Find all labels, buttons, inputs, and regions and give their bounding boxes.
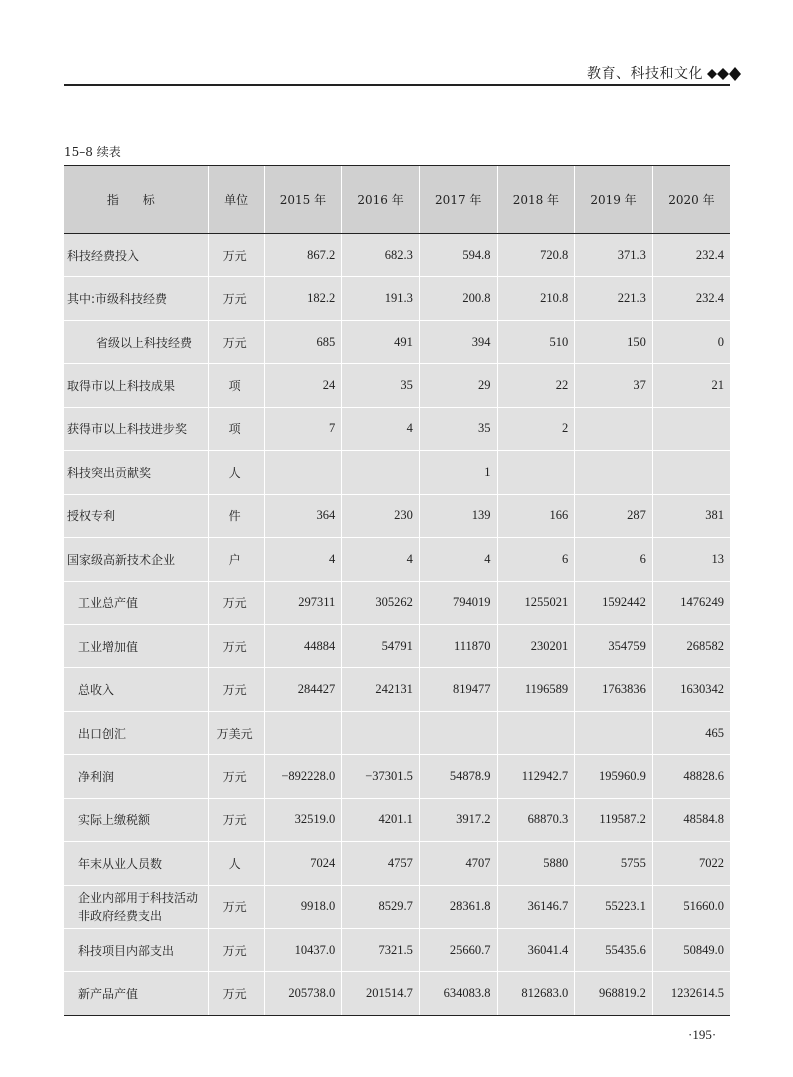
row-indicator-name: 新产品产值 — [64, 972, 208, 1015]
row-value-2020: 1232614.5 — [652, 972, 730, 1015]
row-value-2020: 48828.6 — [652, 755, 730, 798]
page-number: ·195· — [688, 1027, 717, 1042]
row-value-2016 — [342, 711, 420, 754]
table-row — [64, 451, 730, 494]
row-unit: 万元 — [208, 668, 264, 711]
row-indicator-name: 科技项目内部支出 — [64, 929, 208, 972]
row-value-2016: 4 — [342, 538, 420, 581]
header-unit: 单位 — [208, 166, 264, 234]
row-indicator-name: 省级以上科技经费 — [64, 320, 208, 363]
row-indicator-name: 实际上缴税额 — [64, 798, 208, 841]
row-value-2015: 4 — [264, 538, 342, 581]
row-value-2016: 201514.7 — [342, 972, 420, 1015]
table-row — [64, 842, 730, 885]
row-value-2020: 51660.0 — [652, 885, 730, 928]
table-row — [64, 364, 730, 407]
header-year-2017: 2017 年 — [419, 166, 497, 234]
row-value-2020 — [652, 407, 730, 450]
row-value-2019: 287 — [575, 494, 653, 537]
row-value-2017: 1 — [419, 451, 497, 494]
table-row — [64, 711, 730, 754]
row-value-2019: 6 — [575, 538, 653, 581]
row-value-2016: 8529.7 — [342, 885, 420, 928]
table-row — [64, 755, 730, 798]
row-indicator-name: 工业总产值 — [64, 581, 208, 624]
row-value-2018: 5880 — [497, 842, 575, 885]
row-unit: 人 — [208, 451, 264, 494]
row-value-2018: 812683.0 — [497, 972, 575, 1015]
row-value-2020: 1476249 — [652, 581, 730, 624]
row-value-2017: 139 — [419, 494, 497, 537]
row-value-2015: 284427 — [264, 668, 342, 711]
row-unit: 万元 — [208, 972, 264, 1015]
table-row — [64, 320, 730, 363]
row-value-2018: 2 — [497, 407, 575, 450]
row-value-2017: 25660.7 — [419, 929, 497, 972]
row-value-2017 — [419, 711, 497, 754]
row-value-2018: 6 — [497, 538, 575, 581]
row-value-2020: 268582 — [652, 624, 730, 667]
row-value-2017: 200.8 — [419, 277, 497, 320]
row-unit: 万元 — [208, 581, 264, 624]
row-value-2018: 720.8 — [497, 234, 575, 277]
row-unit: 万元 — [208, 885, 264, 928]
header-year-2019: 2019 年 — [575, 166, 653, 234]
row-value-2015: −892228.0 — [264, 755, 342, 798]
row-value-2018: 230201 — [497, 624, 575, 667]
row-value-2020: 50849.0 — [652, 929, 730, 972]
row-value-2016: 7321.5 — [342, 929, 420, 972]
row-value-2016 — [342, 451, 420, 494]
row-value-2015: 205738.0 — [264, 972, 342, 1015]
row-value-2016: 4 — [342, 407, 420, 450]
row-value-2018: 36041.4 — [497, 929, 575, 972]
statistics-table — [64, 165, 730, 1016]
row-indicator-name: 授权专利 — [64, 494, 208, 537]
row-value-2018: 36146.7 — [497, 885, 575, 928]
row-value-2019: 221.3 — [575, 277, 653, 320]
row-indicator-name: 其中:市级科技经费 — [64, 277, 208, 320]
table-row — [64, 929, 730, 972]
row-indicator-name: 出口创汇 — [64, 711, 208, 754]
row-unit: 万元 — [208, 320, 264, 363]
row-value-2016: 35 — [342, 364, 420, 407]
row-value-2017: 54878.9 — [419, 755, 497, 798]
row-value-2016: −37301.5 — [342, 755, 420, 798]
row-indicator-name: 总收入 — [64, 668, 208, 711]
row-value-2017: 4 — [419, 538, 497, 581]
row-unit: 万美元 — [208, 711, 264, 754]
row-unit: 项 — [208, 407, 264, 450]
header-year-2015: 2015 年 — [264, 166, 342, 234]
row-value-2016: 305262 — [342, 581, 420, 624]
row-value-2019 — [575, 451, 653, 494]
row-value-2019: 1763836 — [575, 668, 653, 711]
row-unit: 件 — [208, 494, 264, 537]
row-value-2019: 195960.9 — [575, 755, 653, 798]
row-value-2020: 1630342 — [652, 668, 730, 711]
row-value-2019: 1592442 — [575, 581, 653, 624]
row-indicator-name: 获得市以上科技进步奖 — [64, 407, 208, 450]
diamond-ornament-icon — [707, 67, 741, 81]
row-value-2019: 55223.1 — [575, 885, 653, 928]
row-indicator-name: 企业内部用于科技活动非政府经费支出 — [64, 885, 208, 928]
row-value-2019: 37 — [575, 364, 653, 407]
row-value-2020 — [652, 451, 730, 494]
row-value-2018: 510 — [497, 320, 575, 363]
row-value-2020: 21 — [652, 364, 730, 407]
row-indicator-name: 年末从业人员数 — [64, 842, 208, 885]
row-value-2016: 4757 — [342, 842, 420, 885]
header-year-2016: 2016 年 — [342, 166, 420, 234]
row-value-2017: 794019 — [419, 581, 497, 624]
row-value-2018: 210.8 — [497, 277, 575, 320]
row-value-2018: 68870.3 — [497, 798, 575, 841]
row-value-2019: 119587.2 — [575, 798, 653, 841]
row-indicator-name: 取得市以上科技成果 — [64, 364, 208, 407]
row-value-2015: 32519.0 — [264, 798, 342, 841]
row-indicator-name: 工业增加值 — [64, 624, 208, 667]
row-value-2020: 381 — [652, 494, 730, 537]
row-value-2020: 13 — [652, 538, 730, 581]
row-value-2019: 968819.2 — [575, 972, 653, 1015]
row-value-2015: 182.2 — [264, 277, 342, 320]
row-indicator-name: 科技突出贡献奖 — [64, 451, 208, 494]
row-value-2016: 242131 — [342, 668, 420, 711]
table-header-row — [64, 166, 730, 234]
row-value-2018: 1255021 — [497, 581, 575, 624]
table-row — [64, 538, 730, 581]
row-value-2019 — [575, 407, 653, 450]
row-unit: 万元 — [208, 929, 264, 972]
header-year-2018: 2018 年 — [497, 166, 575, 234]
row-value-2020: 7022 — [652, 842, 730, 885]
table-row — [64, 885, 730, 928]
row-value-2017: 28361.8 — [419, 885, 497, 928]
row-indicator-name: 净利润 — [64, 755, 208, 798]
row-value-2018: 166 — [497, 494, 575, 537]
row-unit: 万元 — [208, 798, 264, 841]
row-value-2016: 682.3 — [342, 234, 420, 277]
row-unit: 万元 — [208, 277, 264, 320]
row-value-2018: 112942.7 — [497, 755, 575, 798]
row-value-2018: 1196589 — [497, 668, 575, 711]
row-value-2017: 634083.8 — [419, 972, 497, 1015]
row-value-2017: 111870 — [419, 624, 497, 667]
row-value-2015: 867.2 — [264, 234, 342, 277]
table-row — [64, 494, 730, 537]
row-value-2019: 150 — [575, 320, 653, 363]
row-unit: 户 — [208, 538, 264, 581]
row-value-2015: 44884 — [264, 624, 342, 667]
table-row — [64, 668, 730, 711]
row-value-2015: 24 — [264, 364, 342, 407]
row-value-2015: 10437.0 — [264, 929, 342, 972]
row-unit: 项 — [208, 364, 264, 407]
header-rule — [64, 84, 730, 86]
table-row — [64, 407, 730, 450]
row-value-2020: 232.4 — [652, 277, 730, 320]
row-value-2015: 685 — [264, 320, 342, 363]
row-value-2019 — [575, 711, 653, 754]
row-value-2015: 9918.0 — [264, 885, 342, 928]
running-head — [587, 63, 741, 83]
row-indicator-name: 国家级高新技术企业 — [64, 538, 208, 581]
table-row — [64, 277, 730, 320]
row-value-2017: 394 — [419, 320, 497, 363]
row-value-2019: 354759 — [575, 624, 653, 667]
row-value-2016: 491 — [342, 320, 420, 363]
row-value-2015: 364 — [264, 494, 342, 537]
row-value-2017: 594.8 — [419, 234, 497, 277]
row-value-2019: 55435.6 — [575, 929, 653, 972]
table-row — [64, 581, 730, 624]
row-value-2016: 230 — [342, 494, 420, 537]
row-value-2017: 4707 — [419, 842, 497, 885]
table-row — [64, 234, 730, 277]
row-value-2019: 371.3 — [575, 234, 653, 277]
row-value-2015 — [264, 451, 342, 494]
row-value-2018: 22 — [497, 364, 575, 407]
row-value-2020: 232.4 — [652, 234, 730, 277]
row-value-2015: 7024 — [264, 842, 342, 885]
table-caption: 15–8 续表 — [64, 145, 121, 159]
running-head-title: 教育、科技和文化 — [587, 66, 703, 82]
row-value-2015: 7 — [264, 407, 342, 450]
row-value-2020: 48584.8 — [652, 798, 730, 841]
header-year-2020: 2020 年 — [652, 166, 730, 234]
row-value-2016: 191.3 — [342, 277, 420, 320]
table-row — [64, 624, 730, 667]
row-value-2017: 29 — [419, 364, 497, 407]
row-unit: 万元 — [208, 234, 264, 277]
table-row — [64, 798, 730, 841]
row-unit: 万元 — [208, 755, 264, 798]
row-value-2017: 3917.2 — [419, 798, 497, 841]
row-value-2019: 5755 — [575, 842, 653, 885]
row-unit: 人 — [208, 842, 264, 885]
row-value-2016: 4201.1 — [342, 798, 420, 841]
header-indicator: 指 标 — [64, 166, 208, 234]
row-value-2017: 35 — [419, 407, 497, 450]
row-value-2020: 0 — [652, 320, 730, 363]
row-value-2018 — [497, 711, 575, 754]
table-row — [64, 972, 730, 1015]
row-indicator-name: 科技经费投入 — [64, 234, 208, 277]
row-unit: 万元 — [208, 624, 264, 667]
row-value-2017: 819477 — [419, 668, 497, 711]
row-value-2018 — [497, 451, 575, 494]
row-value-2015: 297311 — [264, 581, 342, 624]
row-value-2015 — [264, 711, 342, 754]
row-value-2020: 465 — [652, 711, 730, 754]
row-value-2016: 54791 — [342, 624, 420, 667]
